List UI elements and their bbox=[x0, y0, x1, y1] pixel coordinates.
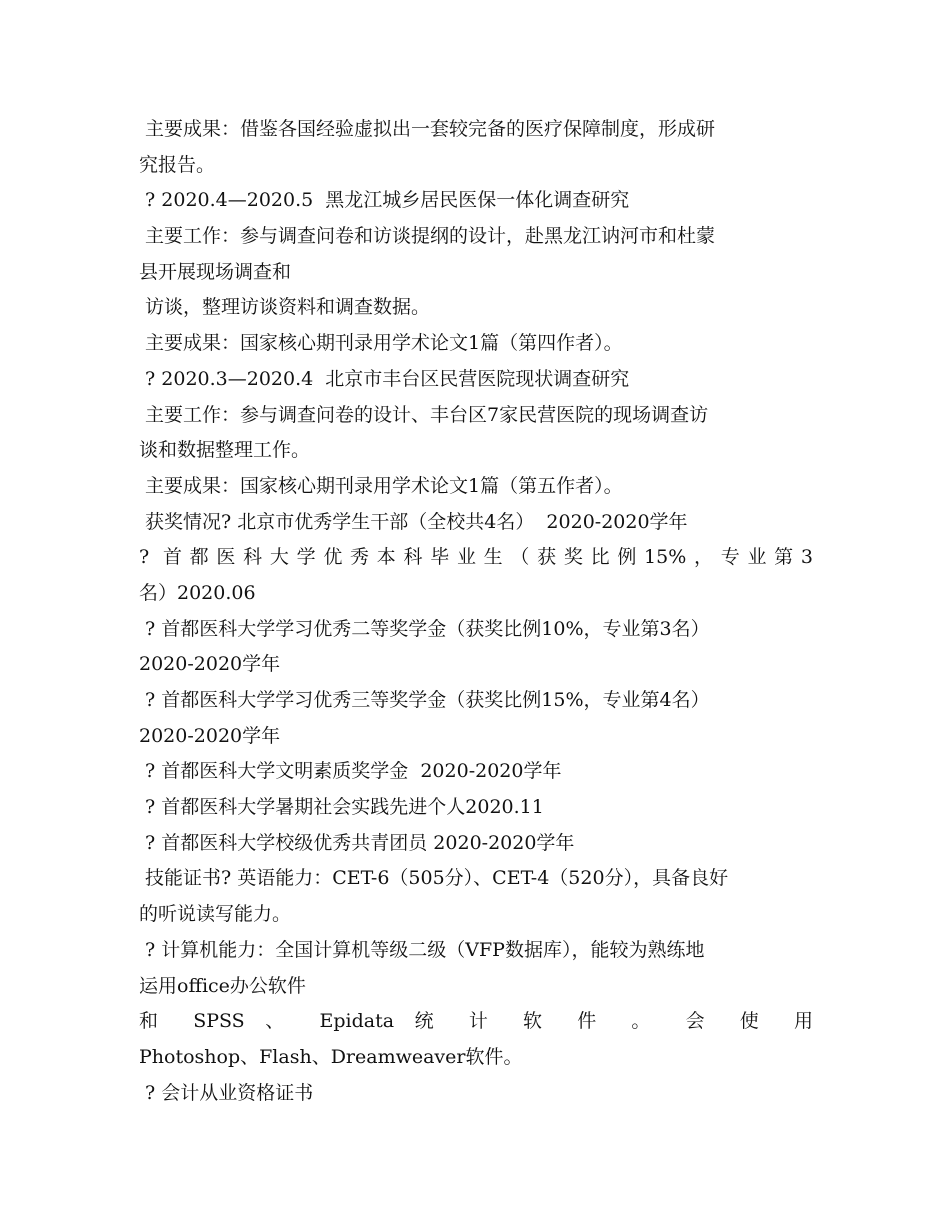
text-line: ? 2020.4—2020.5 黑龙江城乡居民医保一体化调查研究 bbox=[139, 189, 630, 212]
text-line: ? 2020.3—2020.4 北京市丰台区民营医院现状调查研究 bbox=[139, 367, 630, 390]
text-line: 获奖情况? 北京市优秀学生干部（全校共4名） 2020-2020学年 bbox=[139, 510, 688, 533]
text-line: 的听说读写能力。 bbox=[139, 903, 292, 926]
text-line: 主要成果：借鉴各国经验虚拟出一套较完备的医疗保障制度，形成研 bbox=[139, 118, 716, 140]
text-line: 主要成果：国家核心期刊录用学术论文1篇（第五作者）。 bbox=[139, 474, 623, 497]
text-line: ? 首都医科大学文明素质奖学金 2020-2020学年 bbox=[139, 760, 562, 783]
text-line: 访谈，整理访谈资料和调查数据。 bbox=[139, 296, 431, 319]
text-line: 技能证书? 英语能力：CET-6（505分）、CET-4（520分），具备良好 bbox=[139, 867, 729, 890]
text-line: 运用office办公软件 bbox=[139, 974, 306, 997]
text-line: Photoshop、Flash、Dreamweaver软件。 bbox=[139, 1045, 523, 1068]
text-line: 和 SPSS 、 Epidata 统 计 软 件 。 会 使 用 bbox=[139, 1010, 813, 1033]
text-line: ? 首都医科大学学习优秀二等奖学金（获奖比例10%，专业第3名） bbox=[139, 617, 710, 640]
text-line: 主要工作：参与调查问卷和访谈提纲的设计，赴黑龙江讷河市和杜蒙 bbox=[139, 225, 716, 248]
text-line: 2020-2020学年 bbox=[139, 653, 281, 676]
text-line: ? 首都医科大学校级优秀共青团员 2020-2020学年 bbox=[139, 831, 575, 854]
text-line: ? 首都医科大学暑期社会实践先进个人2020.11 bbox=[139, 796, 544, 819]
text-line: 究报告。 bbox=[139, 153, 216, 176]
text-line: 主要成果：国家核心期刊录用学术论文1篇（第四作者）。 bbox=[139, 332, 623, 355]
text-line: 谈和数据整理工作。 bbox=[139, 439, 311, 462]
text-line: 2020-2020学年 bbox=[139, 724, 281, 747]
text-line: 主要工作：参与调查问卷的设计、丰台区7家民营医院的现场调查访 bbox=[139, 403, 709, 426]
text-line: 县开展现场调查和 bbox=[139, 260, 292, 283]
document-body bbox=[139, 112, 813, 1111]
text-line: ? 首都医科大学优秀本科毕业生（获奖比例15%，专业第3 bbox=[139, 546, 813, 569]
text-line: ? 首都医科大学学习优秀三等奖学金（获奖比例15%，专业第4名） bbox=[139, 689, 710, 711]
text-line: 名）2020.06 bbox=[139, 581, 256, 604]
text-line: ? 会计从业资格证书 bbox=[139, 1081, 314, 1104]
text-line: ? 计算机能力：全国计算机等级二级（VFP数据库），能较为熟练地 bbox=[139, 938, 705, 961]
